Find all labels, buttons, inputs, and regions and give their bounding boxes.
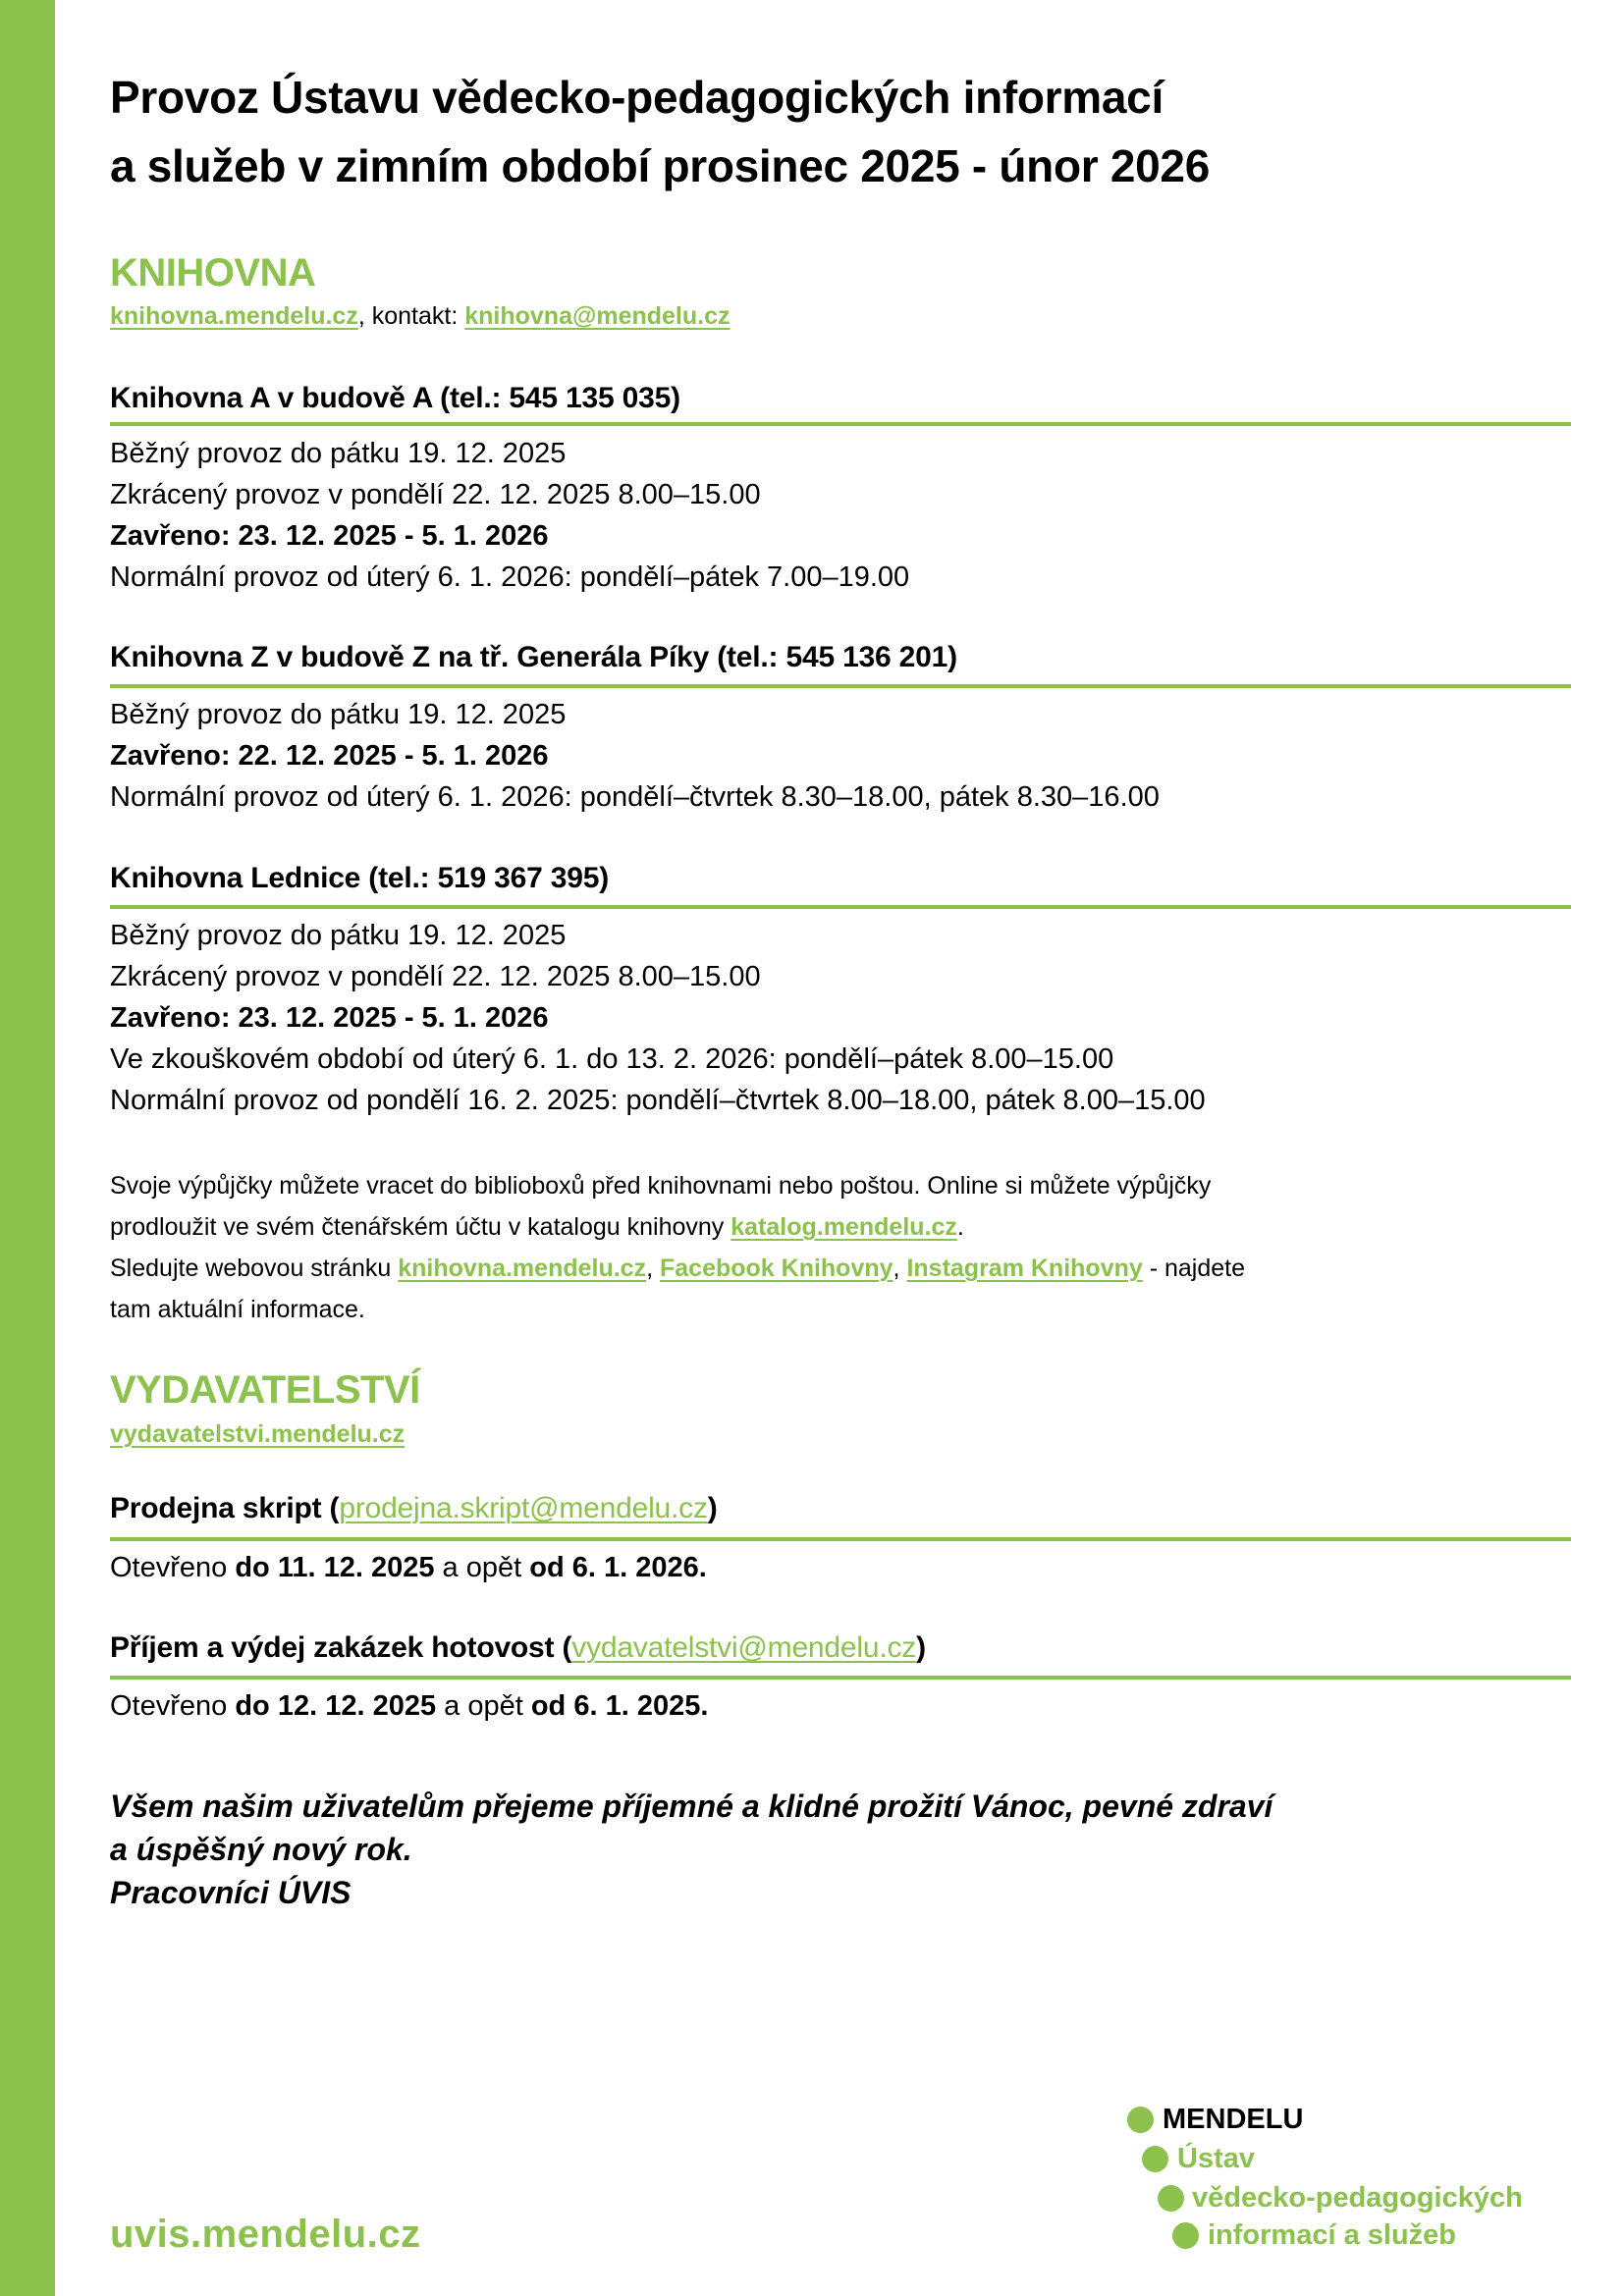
page-title-line1: Provoz Ústavu vědecko-pedagogických informací: [110, 72, 1164, 123]
schedule-row: Běžný provoz do pátku 19. 12. 2025: [110, 699, 567, 730]
separator: ,: [893, 1255, 907, 1282]
heading-text: ): [916, 1631, 926, 1664]
logo-dot-icon: [1158, 2185, 1184, 2212]
logo-dot-icon: [1127, 2107, 1154, 2133]
schedule-row: Normální provoz od úterý 6. 1. 2026: pondělí–pátek 7.00–19.00: [110, 561, 910, 593]
heading-text: Příjem a výdej zakázek hotovost (: [110, 1631, 572, 1664]
knihovna-web-link[interactable]: knihovna.mendelu.cz: [110, 302, 358, 330]
greeting-line2: a úspěšný nový rok.: [110, 1832, 412, 1867]
info-line1: Svoje výpůjčky můžete vracet do biblioboxů před knihovnami nebo poštou. Online si můžete výpůjčky: [110, 1172, 1212, 1200]
row-text: Otevřeno: [110, 1690, 236, 1722]
row-date: od 6. 1. 2025.: [530, 1690, 709, 1722]
schedule-row: Ve zkouškovém období od úterý 6. 1. do 13. 2. 2026: pondělí–pátek 8.00–15.00: [110, 1043, 1114, 1075]
divider-rule: [110, 905, 1571, 909]
schedule-row: Běžný provoz do pátku 19. 12. 2025: [110, 920, 567, 951]
page-title-line2: a služeb v zimním období prosinec 2025 - únor 2026: [110, 140, 1210, 191]
row-date: do 11. 12. 2025: [235, 1552, 435, 1583]
row-text: a opět: [436, 1690, 531, 1722]
vydavatelstvi-web-link[interactable]: vydavatelstvi.mendelu.cz: [110, 1420, 406, 1448]
heading-text: Prodejna skript (: [110, 1492, 340, 1524]
divider-rule: [110, 1537, 1571, 1541]
info-text: prodloužit ve svém čtenářském účtu v katalogu knihovny: [110, 1213, 731, 1241]
closed-row: Zavřeno: 22. 12. 2025 - 5. 1. 2026: [110, 740, 549, 772]
knihovna-a-heading: Knihovna A v budově A (tel.: 545 135 035): [110, 382, 680, 414]
row-date: do 12. 12. 2025: [235, 1690, 437, 1722]
contact-label: , kontakt:: [357, 302, 465, 330]
schedule-row: Zkrácený provoz v pondělí 22. 12. 2025 8.00–15.00: [110, 479, 761, 510]
prodejna-hours-row: [110, 1547, 707, 1588]
closed-row: Zavřeno: 23. 12. 2025 - 5. 1. 2026: [110, 520, 549, 552]
footer-url-link[interactable]: uvis.mendelu.cz: [110, 2213, 421, 2256]
row-date: od 6. 1. 2026.: [529, 1552, 707, 1583]
schedule-row: Normální provoz od úterý 6. 1. 2026: pondělí–čtvrtek 8.30–18.00, pátek 8.30–16.00: [110, 781, 1160, 813]
catalog-link[interactable]: katalog.mendelu.cz: [731, 1213, 957, 1241]
separator: ,: [646, 1255, 660, 1282]
greeting-signature: Pracovníci ÚVIS: [110, 1875, 352, 1910]
greeting-line1: Všem našim uživatelům přejeme příjemné a klidné prožití Vánoc, pevné zdraví: [110, 1789, 1273, 1824]
vydavatelstvi-links: [110, 1419, 405, 1449]
knihovna-web-link[interactable]: knihovna.mendelu.cz: [398, 1255, 647, 1282]
schedule-row: Normální provoz od pondělí 16. 2. 2025: pondělí–čtvrtek 8.00–18.00, pátek 8.00–15.00: [110, 1085, 1206, 1116]
logo-line3: vědecko-pedagogických: [1192, 2182, 1523, 2214]
vydavatelstvi-email-link[interactable]: vydavatelstvi@mendelu.cz: [571, 1631, 917, 1664]
green-sidebar-bar: [0, 0, 55, 2296]
row-text: a opět: [434, 1552, 530, 1583]
knihovna-links: [110, 301, 731, 331]
heading-text: ): [707, 1492, 718, 1524]
divider-rule: [110, 422, 1571, 426]
facebook-link[interactable]: Facebook Knihovny: [660, 1255, 893, 1282]
closed-row: Zavřeno: 23. 12. 2025 - 5. 1. 2026: [110, 1002, 549, 1034]
instagram-link[interactable]: Instagram Knihovny: [906, 1255, 1143, 1282]
prodejna-heading: [110, 1491, 718, 1526]
divider-rule: [110, 1676, 1571, 1680]
info-text: .: [956, 1213, 964, 1241]
knihovna-email-link[interactable]: knihovna@mendelu.cz: [464, 302, 731, 330]
logo-line1: MENDELU: [1163, 2104, 1304, 2135]
logo-line4: informací a služeb: [1208, 2219, 1457, 2251]
info-line4: tam aktuální informace.: [110, 1296, 365, 1323]
logo-dot-icon: [1142, 2146, 1168, 2172]
info-text: - najdete: [1142, 1255, 1246, 1282]
logo-line2: Ústav: [1177, 2143, 1255, 2174]
prodejna-email-link[interactable]: prodejna.skript@mendelu.cz: [339, 1492, 708, 1524]
divider-rule: [110, 684, 1571, 688]
prijem-hours-row: [110, 1685, 708, 1727]
schedule-row: Zkrácený provoz v pondělí 22. 12. 2025 8.00–15.00: [110, 961, 761, 992]
knihovna-lednice-heading: Knihovna Lednice (tel.: 519 367 395): [110, 862, 609, 894]
info-line3: [110, 1248, 1245, 1289]
section-heading-vydavatelstvi: VYDAVATELSTVÍ: [110, 1368, 420, 1412]
info-text: Sledujte webovou stránku: [110, 1255, 399, 1282]
row-text: Otevřeno: [110, 1552, 236, 1583]
knihovna-z-heading: Knihovna Z v budově Z na tř. Generála Píky (tel.: 545 136 201): [110, 641, 957, 673]
section-heading-knihovna: KNIHOVNA: [110, 251, 316, 294]
info-line2: [110, 1206, 964, 1248]
logo-dot-icon: [1172, 2222, 1199, 2249]
schedule-row: Běžný provoz do pátku 19. 12. 2025: [110, 438, 567, 469]
prijem-heading: [110, 1630, 926, 1666]
